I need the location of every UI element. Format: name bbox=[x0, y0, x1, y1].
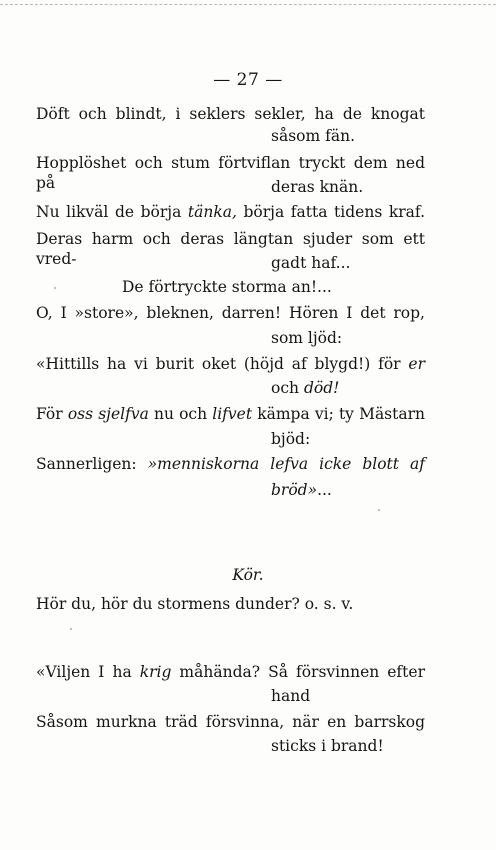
italic-text-run: oss sjelfva bbox=[67, 405, 149, 423]
text-run: nu och bbox=[148, 405, 213, 423]
text-run: hand bbox=[271, 687, 311, 705]
text-run: börja fatta tidens kraf. bbox=[236, 203, 425, 221]
poem-line bbox=[36, 594, 353, 614]
text-run: O, I »store», bleknen, darren! Hören I det rop, bbox=[36, 304, 425, 322]
text-run: sticks i brand! bbox=[271, 737, 384, 755]
text-run: som ljöd: bbox=[271, 329, 343, 347]
text-run: måhända? Så försvinnen efter bbox=[171, 663, 425, 681]
poem-line bbox=[36, 202, 425, 222]
poem-line-continuation bbox=[271, 177, 363, 197]
italic-text-run: krig bbox=[139, 663, 172, 681]
italic-text-run: död! bbox=[303, 379, 340, 397]
page-top-border bbox=[0, 4, 496, 5]
text-run: De förtryckte storma an!... bbox=[122, 278, 332, 296]
italic-text-run: »menniskorna lefva icke blott af bbox=[147, 455, 425, 473]
text-run: «Viljen I ha bbox=[36, 663, 140, 681]
text-run: Nu likväl de börja bbox=[36, 203, 188, 221]
paper-speck bbox=[378, 509, 380, 511]
text-run: Såsom murkna träd försvinna, när en barrskog bbox=[36, 713, 425, 731]
text-run: Deras harm och deras längtan sjuder som ett vred- bbox=[36, 230, 425, 268]
poem-line bbox=[36, 229, 425, 269]
italic-text-run: er bbox=[408, 355, 425, 373]
poem-line-continuation bbox=[271, 378, 339, 398]
italic-text-run: bröd» bbox=[271, 481, 318, 499]
text-run: Döft och blindt, i seklers sekler, ha de knogat bbox=[36, 105, 425, 123]
text-run: Hör du, hör du stormens dunder? o. s. v. bbox=[36, 595, 354, 613]
italic-text-run: tänka, bbox=[187, 203, 237, 221]
poem-line bbox=[36, 303, 425, 323]
poem-line bbox=[36, 662, 425, 682]
poem-line-continuation bbox=[271, 480, 332, 500]
text-run: gadt haf... bbox=[271, 254, 351, 272]
page-number: — 27 — bbox=[213, 70, 283, 90]
poem-line-continuation bbox=[271, 328, 342, 348]
poem-line-continuation bbox=[271, 429, 310, 449]
poem-line bbox=[36, 153, 425, 193]
italic-text-run: lifvet bbox=[212, 405, 253, 423]
text-run: Sannerligen: bbox=[36, 455, 148, 473]
italic-text-run: Kör. bbox=[232, 566, 264, 584]
text-run: kämpa vi; ty Mästarn bbox=[252, 405, 426, 423]
chorus-heading bbox=[0, 565, 496, 585]
poem-line-continuation bbox=[271, 736, 384, 756]
poem-line-continuation bbox=[271, 126, 355, 146]
poem-line-indented bbox=[122, 277, 332, 297]
poem-line bbox=[36, 712, 425, 732]
poem-line-continuation bbox=[271, 253, 350, 273]
poem-line bbox=[36, 354, 425, 374]
text-run: För bbox=[36, 405, 68, 423]
poem-line bbox=[36, 454, 425, 474]
text-run: bjöd: bbox=[271, 430, 311, 448]
text-run: Hopplöshet och stum förtviflan tryckt dem ned på bbox=[36, 154, 425, 192]
text-run: deras knän. bbox=[271, 178, 364, 196]
text-run: och bbox=[271, 379, 304, 397]
text-run: «Hittills ha vi burit oket (höjd af blygd!) för bbox=[36, 355, 409, 373]
text-run: såsom fän. bbox=[271, 127, 355, 145]
poem-line bbox=[36, 404, 425, 424]
poem-line bbox=[36, 104, 425, 124]
paper-speck bbox=[70, 628, 72, 630]
text-run: ... bbox=[317, 481, 332, 499]
poem-line-continuation bbox=[271, 686, 310, 706]
paper-speck bbox=[54, 287, 56, 289]
